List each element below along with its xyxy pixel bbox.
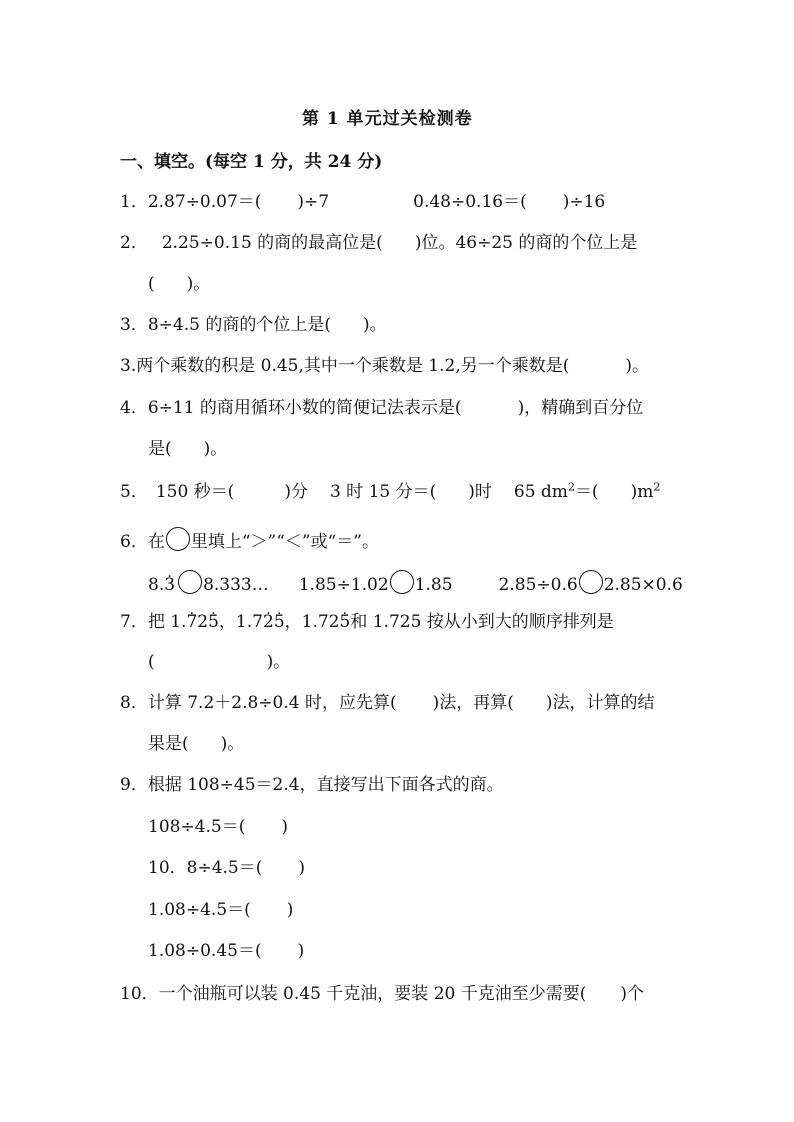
question-7-continued: ( )。 <box>148 652 291 672</box>
question-number: 8． <box>120 693 148 713</box>
question-number: 3． <box>120 315 148 335</box>
question-9: 9．根据 108÷45＝2.4，直接写出下面各式的商。 <box>120 775 504 795</box>
question-number: 2． <box>120 233 148 253</box>
question-6: 6．在 里填上“＞”“＜”或“＝”。 <box>120 527 379 554</box>
question-number: 3. <box>120 356 137 376</box>
question-9-sub-4: 1.08÷0.45＝( ) <box>148 941 305 961</box>
repeating-digit: . 5 <box>340 612 351 632</box>
repeating-digit: . 5 <box>274 612 285 632</box>
question-number: 10． <box>120 984 159 1004</box>
repeating-digit: . 3 <box>164 575 175 595</box>
question-number: 1． <box>120 192 148 212</box>
question-1: 1．2.87÷0.07＝( )÷7 0.48÷0.16＝( )÷16 <box>120 192 606 212</box>
question-4-continued: 是( )。 <box>148 439 228 459</box>
question-3a: 3．8÷4.5 的商的个位上是( )。 <box>120 315 387 335</box>
comparison-circle-2[interactable] <box>390 570 414 594</box>
comparison-circle-3[interactable] <box>579 570 603 594</box>
question-8: 8．计算 7.2＋2.8÷0.4 时，应先算( )法，再算( )法，计算的结 <box>120 693 655 713</box>
question-9-sub-3: 1.08÷4.5＝( ) <box>148 900 294 920</box>
question-number: 9． <box>120 775 148 795</box>
question-5: 5． 150 秒＝( )分 3 时 15 分＝( )时 65 $dm^2=$( )$m^2$ <box>120 480 661 502</box>
question-3b: 3.两个乘数的积是 0.45,其中一个乘数是 1.2,另一个乘数是( )。 <box>120 356 650 376</box>
section-heading-fill-blank: 一、填空。(每空 1 分，共 24 分) <box>120 152 383 172</box>
question-number: 7． <box>120 612 148 632</box>
question-4: 4．6÷11 的商用循环小数的简便记法表示是( )，精确到百分位 <box>120 398 644 418</box>
comparison-circle-1[interactable] <box>178 570 202 594</box>
repeating-digit: . 7 <box>186 612 197 632</box>
comparison-circle-icon <box>166 527 190 551</box>
question-9-sub-1: 108÷4.5＝( ) <box>148 817 289 837</box>
question-9-sub-2: 10．8÷4.5＝( ) <box>148 858 306 878</box>
page-title: 第 1 单元过关检测卷 <box>302 109 473 129</box>
repeating-digit: . 5 <box>208 612 219 632</box>
question-number: 5． <box>120 482 148 502</box>
question-2: 2． 2.25÷0.15 的商的最高位是( )位。46÷25 的商的个位上是 <box>120 233 638 253</box>
question-6-expressions: 8.. 3 8.333… 1.85÷1.02 1.85 2.85÷0.6 2.85×0.6 <box>148 570 683 597</box>
question-number: 6． <box>120 532 148 552</box>
repeating-digit: . 2 <box>263 612 274 632</box>
question-2-continued: ( )。 <box>148 274 211 294</box>
question-7: 7．把 1.. 72. 5，1.7. 2. 5，1.72. 5和 1.725 按从小到大的顺序排列是 <box>120 610 614 634</box>
question-10: 10．一个油瓶可以装 0.45 千克油，要装 20 千克油至少需要( )个 <box>120 984 645 1004</box>
question-8-continued: 果是( )。 <box>148 734 245 754</box>
question-number: 4． <box>120 398 148 418</box>
